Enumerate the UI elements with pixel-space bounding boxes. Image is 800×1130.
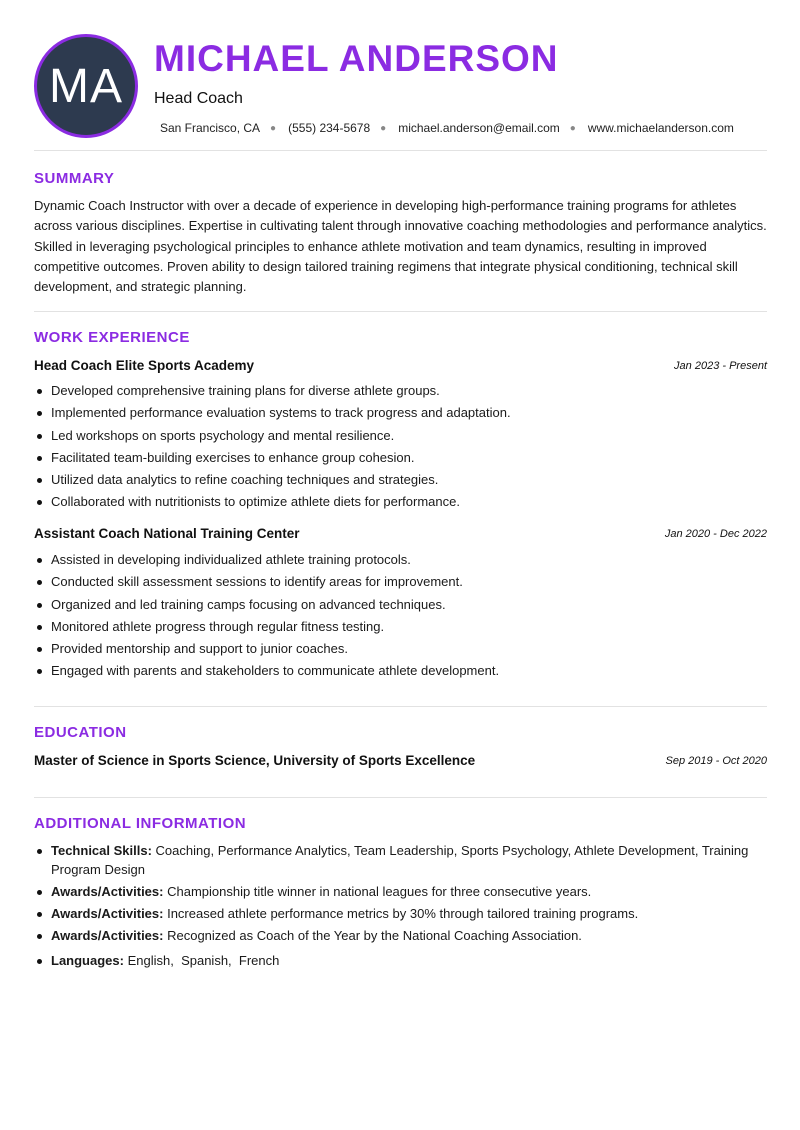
job-header (34, 526, 767, 546)
divider (34, 706, 767, 707)
list-item: Collaborated with nutritionists to optimize athlete diets for performance. (34, 492, 767, 514)
item-text: Championship title winner in national leagues for three consecutive years. (167, 883, 592, 899)
divider (34, 797, 767, 798)
list-item (34, 927, 767, 946)
degree-title: Master of Science in Sports Science, University of Sports Excellence (34, 753, 476, 768)
divider (34, 311, 767, 312)
resume-header (0, 0, 800, 150)
item-text: English, Spanish, French (127, 952, 280, 968)
list-item (34, 842, 767, 879)
candidate-role: Head Coach (154, 90, 243, 107)
education-entry (34, 753, 767, 773)
list-item: Engaged with parents and stakeholders to communicate athlete development. (34, 661, 767, 683)
education-dates: Sep 2019 - Oct 2020 (665, 755, 767, 767)
additional-list (34, 842, 767, 974)
candidate-name: MICHAEL ANDERSON (154, 38, 559, 79)
list-item (34, 905, 767, 924)
divider (34, 150, 767, 151)
item-label: Awards/Activities: (51, 928, 164, 944)
avatar-initials: MA (49, 59, 123, 113)
list-item (34, 883, 767, 902)
list-item: Organized and led training camps focusing on advanced techniques. (34, 595, 767, 617)
summary-text: Dynamic Coach Instructor with over a decade of experience in developing high-performance training programs for athletes across various disciplines. Expertise in cultivating talent through innovative coaching methodologies and performance analytics. Skilled in leveraging psychological principles to enhance athlete motivation and team dynamics, resulting in improved competitive outcomes. Proven ability to design tailored training regimens that integrate physical conditioning, technical skill development, and strategic planning. (34, 198, 767, 295)
contact-location: San Francisco, CA (160, 121, 261, 135)
summary-heading: SUMMARY (34, 170, 115, 187)
list-item: Provided mentorship and support to junior coaches. (34, 639, 767, 661)
list-item: Developed comprehensive training plans for diverse athlete groups. (34, 381, 767, 403)
item-text: Recognized as Coach of the Year by the National Coaching Association. (167, 928, 582, 944)
job-dates: Jan 2023 - Present (674, 360, 767, 372)
contact-website[interactable]: www.michaelanderson.com (587, 121, 734, 135)
job-title: Head Coach Elite Sports Academy (34, 358, 255, 373)
list-item: Facilitated team-building exercises to enhance group cohesion. (34, 448, 767, 470)
list-item: Conducted skill assessment sessions to identify areas for improvement. (34, 572, 767, 594)
contact-bar (160, 121, 734, 135)
list-item: Assisted in developing individualized athlete training protocols. (34, 550, 767, 572)
item-text: Coaching, Performance Analytics, Team Leadership, Sports Psychology, Athlete Development, Training Program Design (51, 843, 749, 877)
list-item: Implemented performance evaluation systems to track progress and adaptation. (34, 403, 767, 425)
contact-email[interactable]: michael.anderson@email.com (398, 121, 560, 135)
list-item: Monitored athlete progress through regular fitness testing. (34, 617, 767, 639)
separator-dot-icon: ● (380, 122, 387, 134)
job-title: Assistant Coach National Training Center (34, 526, 300, 541)
item-label: Technical Skills: (51, 843, 152, 858)
experience-heading: WORK EXPERIENCE (34, 329, 190, 346)
item-text: Increased athlete performance metrics by 30% through tailored training programs. (167, 906, 639, 922)
item-label: Awards/Activities: (51, 883, 164, 899)
separator-dot-icon: ● (569, 122, 576, 134)
list-item (34, 952, 767, 971)
additional-heading: ADDITIONAL INFORMATION (34, 815, 247, 832)
job-header (34, 358, 767, 378)
education-heading: EDUCATION (34, 724, 127, 741)
job-dates: Jan 2020 - Dec 2022 (664, 528, 767, 540)
contact-phone: (555) 234-5678 (288, 121, 371, 135)
item-label: Awards/Activities: (51, 906, 164, 922)
job-bullets (34, 381, 767, 515)
avatar (34, 34, 138, 138)
item-label: Languages: (51, 952, 124, 968)
list-item: Utilized data analytics to refine coaching techniques and strategies. (34, 470, 767, 492)
job-bullets (34, 550, 767, 684)
list-item: Led workshops on sports psychology and mental resilience. (34, 426, 767, 448)
separator-dot-icon: ● (270, 122, 277, 134)
